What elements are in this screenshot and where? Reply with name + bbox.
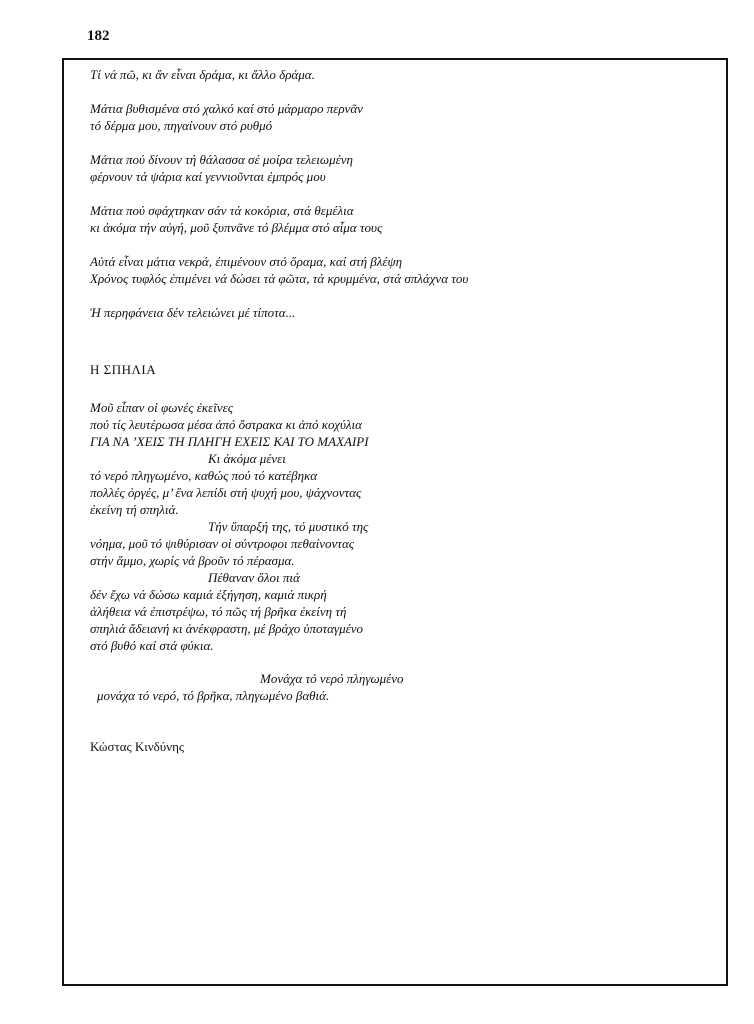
poem-line: δέν ἔχω νά δώσω καμιά ἐξήγηση, καμιά πικρή <box>90 587 327 602</box>
stanza <box>90 100 710 134</box>
stanza <box>90 66 710 83</box>
poem-line: Πέθαναν ὅλοι πιά <box>208 570 300 585</box>
page-number: 182 <box>87 28 110 44</box>
poem-line: Μάτια πού δίνουν τή θάλασσα σέ μοίρα τελειωμένη <box>90 152 353 167</box>
poem-line: φέρνουν τά ψάρια καί γεννιοῦνται ἐμπρός μου <box>90 169 326 184</box>
poem-title: Η ΣΠΗΛΙΑ <box>90 362 157 377</box>
poem-line: πολλές ὀργές, μ’ ἕνα λεπίδι στή ψυχή μου, ψάχνοντας <box>90 485 362 500</box>
poem-line: τό νερό πληγωμένο, καθώς πού τό κατέβηκα <box>90 468 318 483</box>
poem-line: Τήν ὕπαρξή της, τό μυστικό της <box>208 519 369 534</box>
stanza <box>90 202 710 236</box>
poem-line: Μάτια βυθισμένα στό χαλκό καί στό μάρμαρο περνᾶν <box>90 101 363 116</box>
spacer <box>90 321 710 361</box>
poem-line: Χρόνος τυφλός ἐπιμένει νά δώσει τά φῶτα, τά κρυμμένα, στά σπλάχνα του <box>90 271 469 286</box>
poem-line: Μονάχα τό νερό πληγωμένο <box>260 671 404 686</box>
poem-line: Μάτια πού σφάχτηκαν σάν τά κοκόρια, στά θεμέλια <box>90 203 354 218</box>
poem-line: ἐκείνη τή σπηλιά. <box>90 502 179 517</box>
poem-1 <box>90 66 710 321</box>
poem-line: Ἡ περηφάνεια δέν τελειώνει μέ τίποτα... <box>90 305 296 320</box>
poem-line: στό βυθό καί στά φύκια. <box>90 638 214 653</box>
poem-line: μονάχα τό νερό, τό βρῆκα, πληγωμένο βαθιά. <box>97 688 330 703</box>
poem-line: Κι ἀκόμα μένει <box>208 451 286 466</box>
poem-line: στήν ἄμμο, χωρίς νά βροῦν τό πέρασμα. <box>90 553 295 568</box>
poem-line: ἀλήθεια νά ἐπιστρέψω, τό πῶς τή βρῆκα ἐκείνη τή <box>90 604 347 619</box>
poem-line: Μοῦ εἶπαν οἱ φωνές ἐκεῖνες <box>90 400 234 415</box>
stanza <box>90 253 710 287</box>
poem-line: σπηλιά ἄδειανή κι ἀνέκφραστη, μέ βράχο ὑποταγμένο <box>90 621 364 636</box>
stanza <box>90 151 710 185</box>
author-name: Κώστας Κινδύνης <box>90 739 185 754</box>
poem-line: Τί νά πῶ, κι ἄν εἶναι δράμα, κι ἄλλο δράμα. <box>90 67 315 82</box>
poem-line: τό δέρμα μου, πηγαίνουν στό ρυθμό <box>90 118 273 133</box>
poem-2 <box>90 399 710 704</box>
poem-line: πού τίς λευτέρωσα μέσα ἀπό ὄστρακα κι ἀπό κοχύλια <box>90 417 362 432</box>
poem-line: ΓΙΑ ΝΑ ʼΧΕΙΣ ΤΗ ΠΛΗΓΗ ΕΧΕΙΣ ΚΑΙ ΤΟ ΜΑΧΑΙΡΙ <box>90 434 369 449</box>
closing-lines <box>90 670 710 704</box>
stanza <box>90 304 710 321</box>
poem-line: νόημα, μοῦ τό ψιθύρισαν οἱ σύντροφοι πεθαίνοντας <box>90 536 355 551</box>
poem-line: κι ἀκόμα τήν αὐγή, μοῦ ξυπνᾶνε τό βλέμμα στό αἷμα τους <box>90 220 383 235</box>
page-content <box>90 66 710 755</box>
poem-line: Αὐτά εἶναι μάτια νεκρά, ἐπιμένουν στό ὅραμα, καί στή βλέψη <box>90 254 403 269</box>
